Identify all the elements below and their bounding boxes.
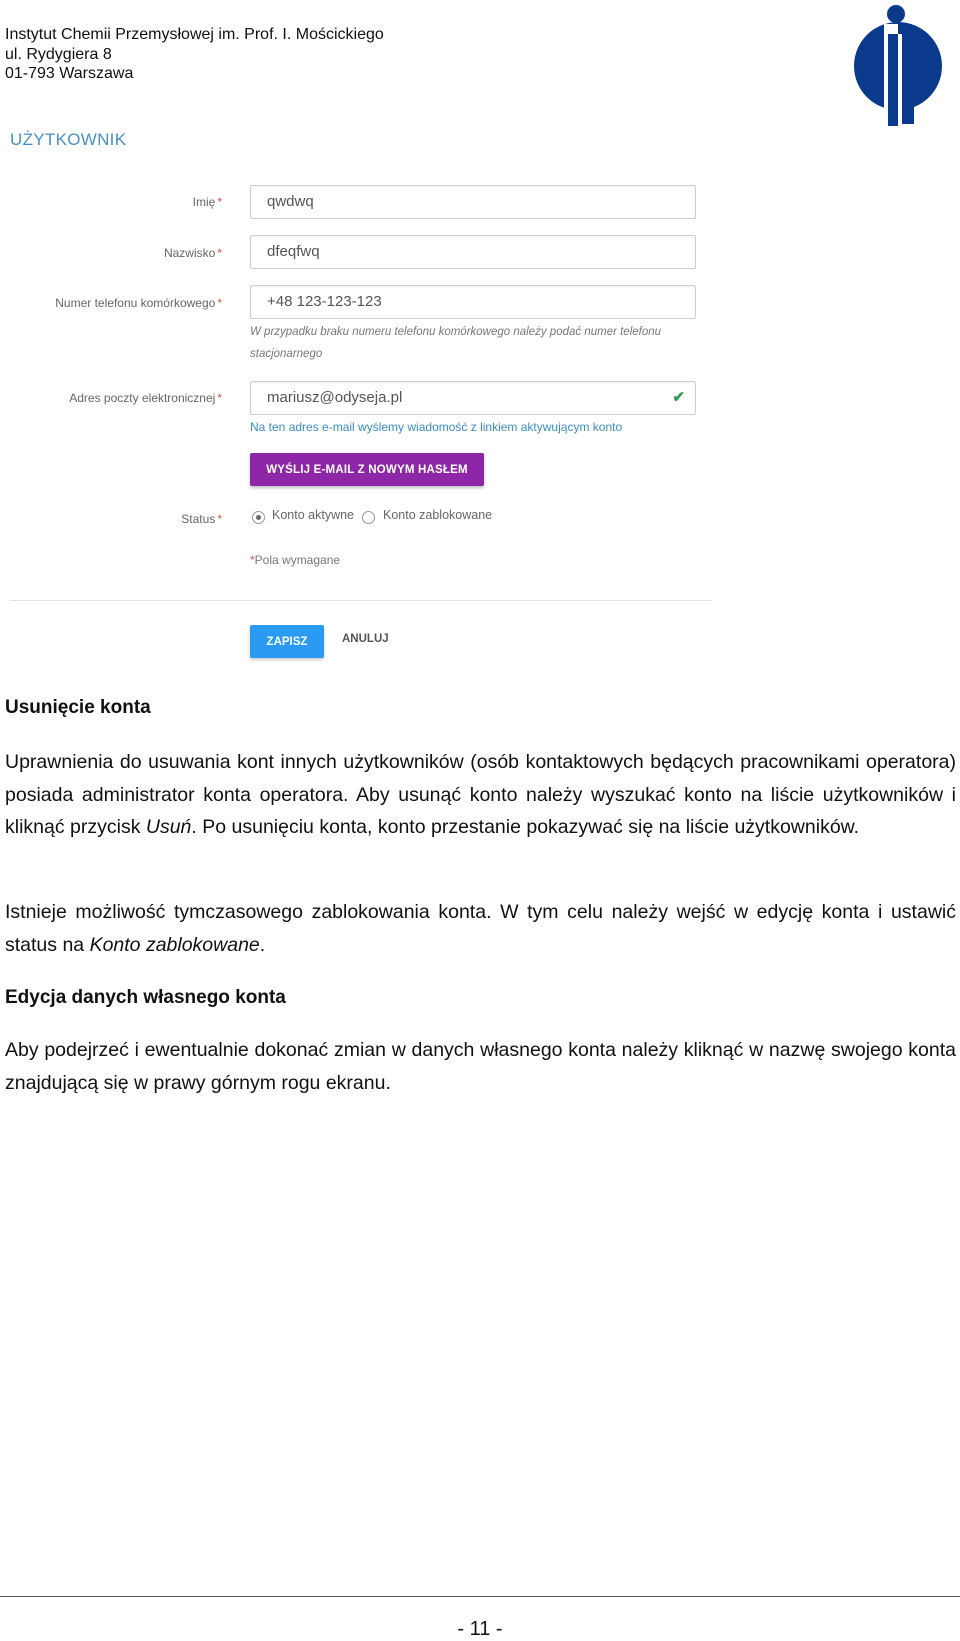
mobile-label: Numer telefonu komórkowego * (55, 296, 222, 310)
cancel-button[interactable]: ANULUJ (342, 633, 389, 645)
footer-divider (0, 1596, 960, 1597)
form-title: UŻYTKOWNIK (10, 130, 127, 149)
institute-street: ul. Rydygiera 8 (5, 46, 112, 63)
status-label: Status * (181, 512, 222, 526)
email-label: Adres poczty elektronicznej * (69, 391, 222, 405)
radio-blocked[interactable] (362, 511, 375, 524)
first-name-label: Imię * (192, 195, 222, 209)
heading-edit-own-account: Edycja danych własnego konta (5, 987, 286, 1008)
institute-city: 01-793 Warszawa (5, 65, 134, 82)
mobile-hint-line1: W przypadku braku numeru telefonu komórkowego należy podać numer telefonu (250, 326, 662, 338)
form-divider (10, 600, 712, 601)
heading-delete-account: Usunięcie konta (5, 697, 151, 718)
send-new-password-button[interactable]: WYŚLIJ E-MAIL Z NOWYM HASŁEM (250, 453, 484, 486)
paragraph-delete-account: Uprawnienia do usuwania kont innych użytkowników (osób kontaktowych będących pracownikami operatora) posiada administrator konta operatora. Aby usunąć konto należy wyszukać konto na liście użytkowników i kliknąć przycisk Usuń. Po usunięciu konta, konto przestanie pokazywać się na liście użytkowników. (5, 751, 956, 838)
required-note: *Pola wymagane (250, 553, 341, 567)
email-hint: Na ten adres e-mail wyślemy wiadomość z linkiem aktywującym konto (250, 420, 623, 434)
first-name-input[interactable]: qwdwq (250, 185, 696, 219)
last-name-label: Nazwisko * (163, 246, 222, 260)
radio-active-label[interactable]: Konto aktywne (272, 508, 354, 522)
ichp-logo-icon (850, 4, 946, 126)
check-icon: ✔ (672, 389, 685, 406)
page-number: - 11 - (457, 1618, 503, 1640)
mobile-hint-line2: stacjonarnego (250, 348, 323, 360)
radio-active[interactable] (252, 511, 265, 524)
email-input[interactable] (250, 381, 696, 415)
institute-name: Instytut Chemii Przemysłowej im. Prof. I. Mościckiego (5, 26, 384, 43)
save-button[interactable]: ZAPISZ (250, 625, 324, 658)
paragraph-block-account: Istnieje możliwość tymczasowego zablokowania konta. W tym celu należy wejść w edycję konta i ustawić status na Konto zablokowane. (5, 901, 956, 956)
paragraph-edit-own-account: Aby podejrzeć i ewentualnie dokonać zmian w danych własnego konta należy kliknąć w nazwę swojego konta znajdującą się w prawy górnym rogu ekranu. (5, 1039, 956, 1094)
mobile-input[interactable]: +48 123-123-123 (250, 285, 696, 319)
last-name-input[interactable]: dfeqfwq (250, 235, 696, 269)
radio-blocked-label[interactable]: Konto zablokowane (383, 508, 493, 522)
email-value: mariusz@odyseja.pl (267, 389, 403, 406)
